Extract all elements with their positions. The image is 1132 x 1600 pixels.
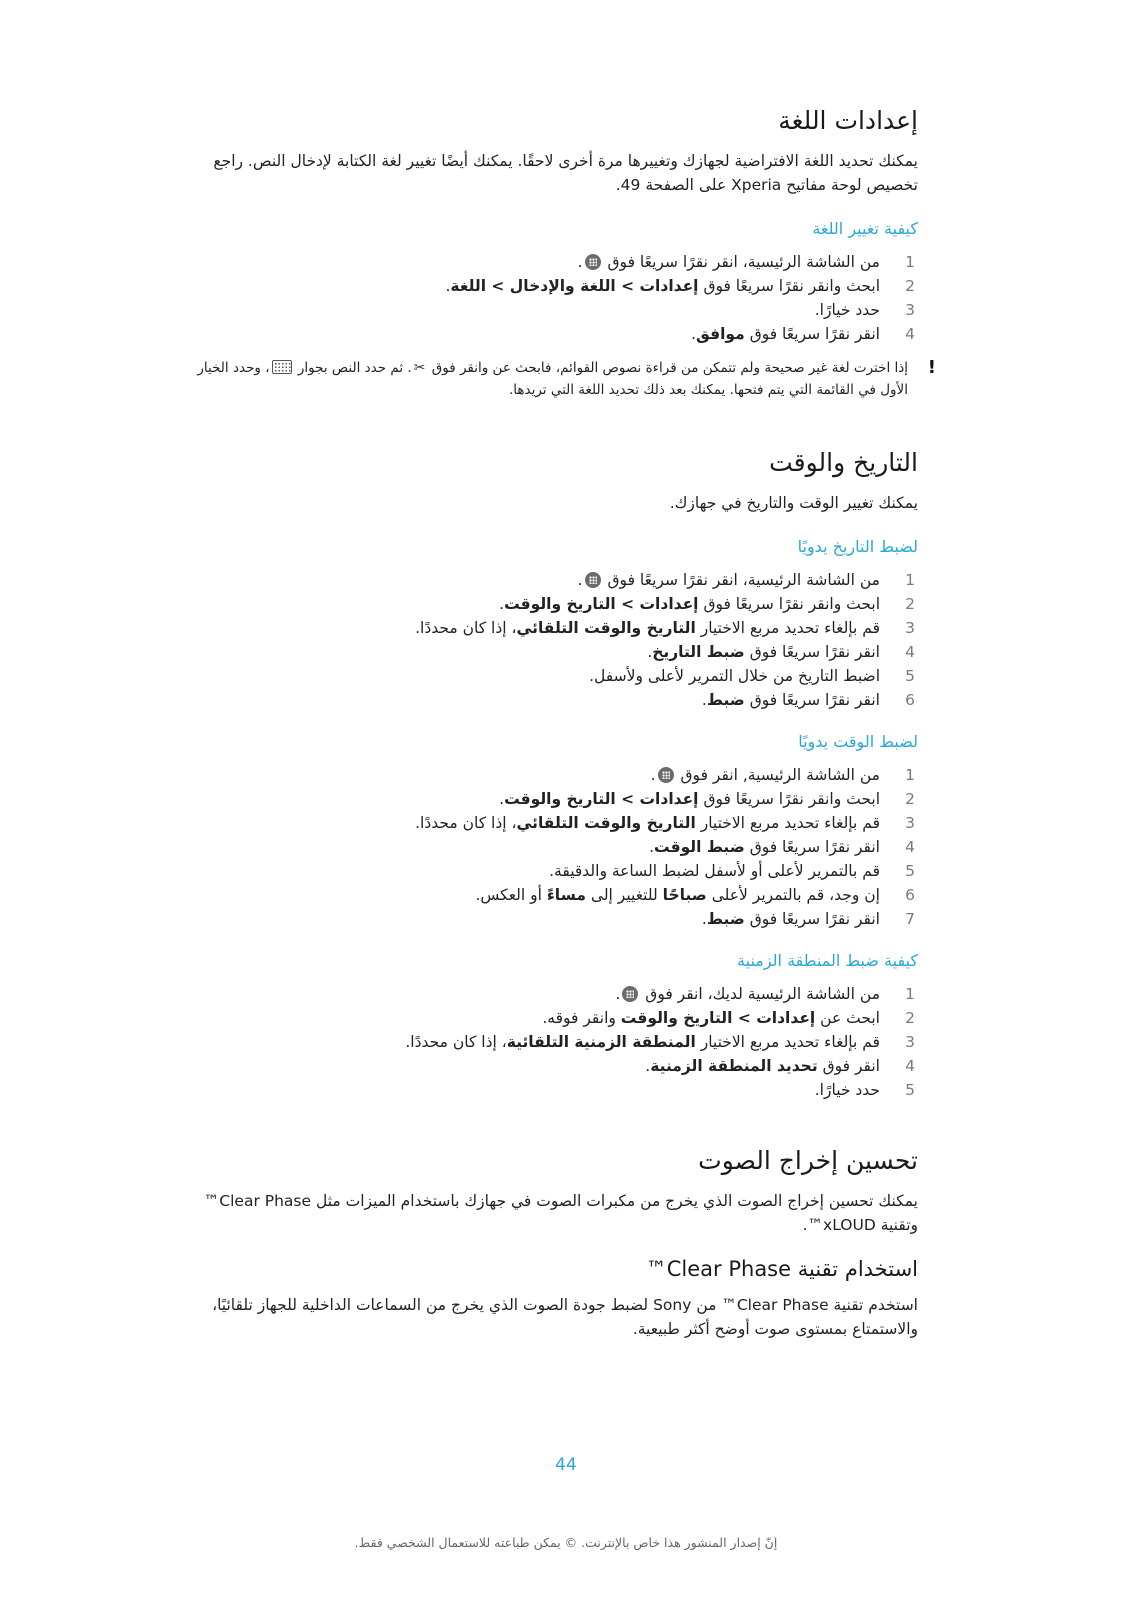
page-number: 44 (555, 1455, 577, 1475)
step-text: . (445, 277, 451, 295)
step-text: . (649, 838, 655, 856)
step-text: من الشاشة الرئيسية، انقر نقرًا سريعًا فوق (607, 253, 880, 271)
list-item (190, 1054, 918, 1078)
step-number: 4 (905, 1057, 915, 1075)
step-text: . (577, 571, 583, 589)
step-bold-text: ضبط (706, 691, 745, 709)
step-text: انقر نقرًا سريعًا فوق (749, 910, 880, 928)
step-bold-text: إعدادات > التاريخ والوقت (504, 595, 699, 613)
step-text: ابحث وانقر نقرًا سريعًا فوق (703, 595, 880, 613)
subsection-title: لضبط الوقت يدويًا (798, 732, 918, 751)
list-item (190, 322, 918, 346)
step-text: قم بإلغاء تحديد مربع الاختيار (700, 1033, 880, 1051)
step-text: . (701, 910, 707, 928)
list-item (190, 883, 918, 907)
step-text: ، إذا كان محددًا. (415, 814, 517, 832)
step-text: من الشاشة الرئيسية, انقر فوق (680, 766, 880, 784)
sound-section (190, 1146, 918, 1341)
step-number: 5 (905, 862, 915, 880)
list-item (190, 787, 918, 811)
step-number: 6 (905, 886, 915, 904)
apps-grid-icon (585, 254, 601, 270)
step-bold-text: ضبط الوقت (654, 838, 745, 856)
step-number: 3 (905, 1033, 915, 1051)
apps-grid-icon (622, 986, 638, 1002)
section-title: التاريخ والوقت (769, 448, 918, 477)
step-text: انقر نقرًا سريعًا فوق (749, 325, 880, 343)
step-bold-text: تحديد المنطقة الزمنية (650, 1057, 818, 1075)
section-title: إعدادات اللغة (778, 106, 918, 135)
step-number: 4 (905, 325, 915, 343)
step-number: 3 (905, 301, 915, 319)
list-item (190, 763, 918, 787)
list-item (190, 1006, 918, 1030)
step-text: قم بإلغاء تحديد مربع الاختيار (700, 619, 880, 637)
step-text: . (650, 766, 656, 784)
step-text: أو العكس. (475, 886, 547, 904)
step-bold-text: التاريخ والوقت التلقائي (516, 814, 696, 832)
steps-list (190, 250, 918, 346)
language-section (190, 106, 918, 346)
apps-grid-icon (658, 767, 674, 783)
step-text: من الشاشة الرئيسية لديك، انقر فوق (645, 985, 880, 1003)
step-bold-text: إعدادات > التاريخ والوقت (504, 790, 699, 808)
list-item (190, 616, 918, 640)
step-text: إن وجد، قم بالتمرير لأعلى (711, 886, 880, 904)
step-number: 4 (905, 643, 915, 661)
step-text: . (701, 691, 707, 709)
step-text: وانقر فوقه. (542, 1009, 621, 1027)
step-number: 4 (905, 838, 915, 856)
step-text: انقر نقرًا سريعًا فوق (749, 643, 880, 661)
list-item (190, 982, 918, 1006)
step-text: قم بالتمرير لأعلى أو لأسفل لضبط الساعة والدقيقة. (549, 862, 880, 880)
step-text: انقر فوق (822, 1057, 880, 1075)
step-text: حدد خيارًا. (814, 301, 880, 319)
list-item (190, 688, 918, 712)
datetime-section (190, 448, 918, 1102)
list-item (190, 907, 918, 931)
list-item (190, 811, 918, 835)
subsection-text: استخدم تقنية Clear Phase™ من Sony لضبط جودة الصوت الذي يخرج من السماعات الداخلية للجهاز تلقائيًا، والاستمتاع بمستوى صوت أوضح أكثر طبيعية. (212, 1296, 918, 1338)
step-text: انقر نقرًا سريعًا فوق (749, 691, 880, 709)
step-text: قم بإلغاء تحديد مربع الاختيار (700, 814, 880, 832)
step-text: ، إذا كان محددًا. (405, 1033, 507, 1051)
list-item (190, 640, 918, 664)
step-bold-text: مساءً (546, 886, 586, 904)
step-number: 2 (905, 595, 915, 613)
steps-list (190, 763, 918, 931)
step-text: من الشاشة الرئيسية، انقر نقرًا سريعًا فوق (607, 571, 880, 589)
step-text: . (691, 325, 696, 343)
step-bold-text: ضبط التاريخ (652, 643, 745, 661)
step-number: 1 (905, 571, 915, 589)
step-bold-text: المنطقة الزمنية التلقائية (506, 1033, 696, 1051)
step-text: حدد خيارًا. (814, 1081, 880, 1099)
list-item (190, 592, 918, 616)
list-item (190, 859, 918, 883)
steps-list (190, 568, 918, 712)
step-text: . (499, 790, 505, 808)
exclamation-icon: ! (927, 357, 936, 378)
step-bold-text: موافق (696, 325, 745, 343)
subsection-title: لضبط التاريخ يدويًا (797, 537, 918, 556)
step-number: 6 (905, 691, 915, 709)
list-item (190, 568, 918, 592)
section-title: تحسين إخراج الصوت (698, 1146, 918, 1175)
step-text: . (577, 253, 583, 271)
subsection-heading: استخدام تقنية Clear Phase™ (645, 1257, 918, 1281)
list-item (190, 1078, 918, 1102)
step-text: . (645, 1057, 651, 1075)
step-text: ابحث عن (820, 1009, 880, 1027)
note-part: ، وحدد الخيار الأول في القائمة التي يتم فتحها. يمكنك بعد ذلك تحديد اللغة التي تريدها. (197, 360, 908, 398)
step-text: ، إذا كان محددًا. (415, 619, 517, 637)
step-number: 1 (905, 253, 915, 271)
list-item (190, 664, 918, 688)
section-intro: يمكنك تحسين إخراج الصوت الذي يخرج من مكبرات الصوت في جهازك باستخدام الميزات مثل Clear Phase™ وتقنية xLOUD™. (203, 1192, 918, 1234)
subsection-title: كيفية تغيير اللغة (812, 219, 918, 238)
step-text: ابحث وانقر نقرًا سريعًا فوق (703, 277, 880, 295)
subsection-title: كيفية ضبط المنطقة الزمنية (737, 951, 918, 970)
list-item (190, 1030, 918, 1054)
steps-list (190, 982, 918, 1102)
apps-grid-icon (585, 572, 601, 588)
step-number: 5 (905, 1081, 915, 1099)
step-text: . (647, 643, 653, 661)
step-text: للتغيير إلى (585, 886, 663, 904)
section-intro: يمكنك تحديد اللغة الافتراضية لجهازك وتغييرها مرة أخرى لاحقًا. يمكنك أيضًا تغيير لغة الكتابة لإدخال النص. راجع تخصيص لوحة مفاتيح Xperia على الصفحة 49. (213, 152, 918, 194)
tools-icon: ✂ (413, 360, 426, 376)
keyboard-icon (272, 360, 292, 374)
step-bold-text: التاريخ والوقت التلقائي (516, 619, 696, 637)
step-number: 5 (905, 667, 915, 685)
footer-text: إنّ إصدار المنشور هذا خاص بالإنترنت. © يمكن طباعته للاستعمال الشخصي فقط. (354, 1535, 778, 1550)
note-text (190, 357, 936, 401)
step-number: 1 (905, 985, 915, 1003)
step-number: 2 (905, 1009, 915, 1027)
step-number: 3 (905, 814, 915, 832)
step-bold-text: إعدادات > التاريخ والوقت (620, 1009, 816, 1027)
step-bold-text: صباحًا (662, 886, 707, 904)
section-intro: يمكنك تغيير الوقت والتاريخ في جهازك. (669, 494, 918, 512)
step-number: 7 (905, 910, 915, 928)
step-number: 2 (905, 790, 915, 808)
note-box (190, 357, 936, 401)
step-text: . (499, 595, 505, 613)
step-number: 1 (905, 766, 915, 784)
step-number: 3 (905, 619, 915, 637)
step-bold-text: ضبط (706, 910, 745, 928)
step-text: انقر نقرًا سريعًا فوق (749, 838, 880, 856)
list-item (190, 298, 918, 322)
list-item (190, 250, 918, 274)
list-item (190, 274, 918, 298)
list-item (190, 835, 918, 859)
step-text: اضبط التاريخ من خلال التمرير لأعلى ولأسفل. (589, 667, 880, 685)
step-bold-text: إعدادات > اللغة والإدخال > اللغة (450, 277, 699, 295)
step-number: 2 (905, 277, 915, 295)
step-text: ابحث وانقر نقرًا سريعًا فوق (703, 790, 880, 808)
note-part: . ثم حدد النص بجوار (297, 360, 412, 376)
note-part: إذا اخترت لغة غير صحيحة ولم تتمكن من قراءة نصوص القوائم، فابحث عن وانقر فوق (431, 360, 908, 376)
step-text: . (615, 985, 621, 1003)
